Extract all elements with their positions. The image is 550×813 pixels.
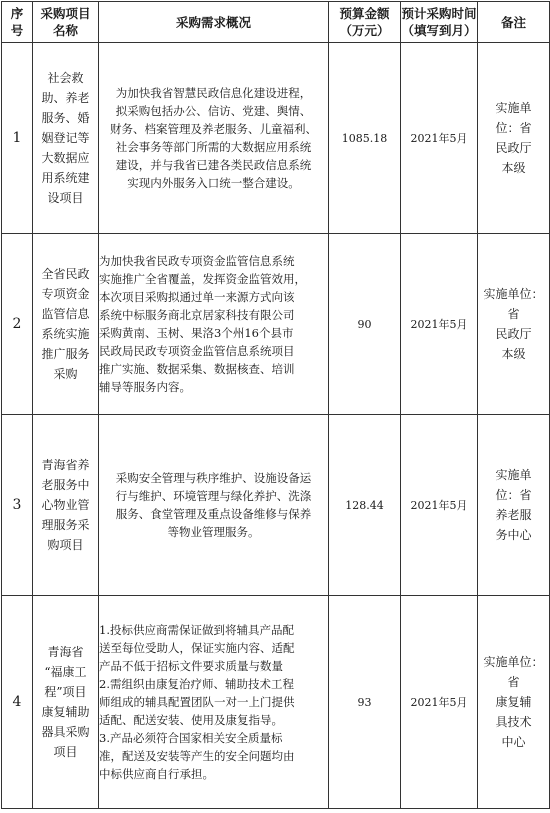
row-project-name: 全省民政 专项资金 监管信息 系统实施 推广服务 采购 (33, 234, 99, 415)
row-time: 2021年5月 (401, 596, 478, 809)
row-index: 2 (2, 234, 33, 415)
procurement-table (1, 1, 550, 809)
header-project-name: 采购项目 名称 (33, 2, 99, 43)
row-description: 1.投标供应商需保证做到将辅具产品配 送至每位受助人，保证实施内容、适配 产品不低于招标文件要求质量与数量 2.需组织由康复治疗师、辅助技术工程 师组成的辅具配置团队一对一上门提供 适配、配送安装、使用及康复指导。 3.产品必须符合国家相关安全质量标 准，配送及安装等产生的安全问题均由 中标供应商自行承担。 (99, 596, 329, 809)
row-time: 2021年5月 (401, 43, 478, 234)
row-budget: 128.44 (329, 415, 401, 596)
header-description: 采购需求概况 (99, 2, 329, 43)
row-description: 为加快我省智慧民政信息化建设进程， 拟采购包括办公、信访、党建、舆情、 财务、档案管理及养老服务、儿童福利、 社会事务等部门所需的大数据应用系统 建设，并与我省已建各类民政信息系统 实现内外服务入口统一整合建设。 (99, 43, 329, 234)
header-budget: 预算金额 （万元） (329, 2, 401, 43)
row-project-name: 社会救 助、养老 服务、婚 姻登记等 大数据应 用系统建 设项目 (33, 43, 99, 234)
table-row (2, 415, 550, 596)
row-note: 实施单 位：省 民政厅 本级 (478, 43, 550, 234)
row-index: 4 (2, 596, 33, 809)
row-budget: 90 (329, 234, 401, 415)
header-note: 备注 (478, 2, 550, 43)
table-row (2, 596, 550, 809)
row-time: 2021年5月 (401, 234, 478, 415)
header-time: 预计采购时间 （填写到月） (401, 2, 478, 43)
row-note: 实施单 位：省 养老服 务中心 (478, 415, 550, 596)
table-row (2, 43, 550, 234)
row-description: 采购安全管理与秩序维护、设施设备运 行与维护、环境管理与绿化养护、洗涤 服务、食堂管理及重点设备维修与保养 等物业管理服务。 (99, 415, 329, 596)
row-budget: 93 (329, 596, 401, 809)
row-budget: 1085.18 (329, 43, 401, 234)
row-note: 实施单位：省 民政厅 本级 (478, 234, 550, 415)
header-row (2, 2, 550, 43)
header-index: 序 号 (2, 2, 33, 43)
row-project-name: 青海省 “福康工 程”项目 康复辅助 器具采购 项目 (33, 596, 99, 809)
row-index: 1 (2, 43, 33, 234)
table-row (2, 234, 550, 415)
row-note: 实施单位：省 康复辅 具技术 中心 (478, 596, 550, 809)
row-index: 3 (2, 415, 33, 596)
row-description: 为加快我省民政专项资金监管信息系统 实施推广全省覆盖，发挥资金监管效用， 本次项目采购拟通过单一来源方式向该 系统中标服务商北京居家科技有限公司 采购黄南、玉树、果洛3个州16个县市 民政局民政专项资金监管信息系统项目 推广实施、数据采集、数据核查、培训 辅导等服务内容。 (99, 234, 329, 415)
row-time: 2021年5月 (401, 415, 478, 596)
row-project-name: 青海省养 老服务中 心物业管 理服务采 购项目 (33, 415, 99, 596)
